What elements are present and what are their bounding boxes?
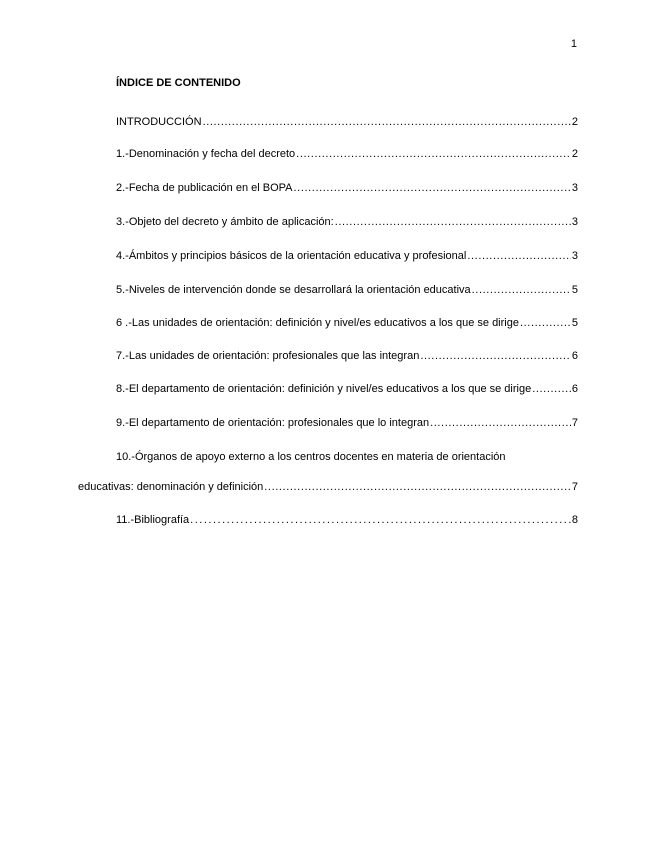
dot-leader — [294, 181, 571, 195]
toc-entry-3[interactable] — [116, 215, 578, 229]
toc-entry-label: 5.-Niveles de intervención donde se desarrollará la orientación educativa — [116, 284, 471, 296]
toc-title: ÍNDICE DE CONTENIDO — [116, 77, 241, 89]
toc-entry-2[interactable] — [116, 181, 578, 195]
dot-leader — [420, 349, 571, 363]
toc-entry-label: 3.-Objeto del decreto y ámbito de aplicación: — [116, 216, 334, 228]
dot-leader — [430, 416, 571, 430]
toc-entry-label: 6 .-Las unidades de orientación: definición y nivel/es educativos a los que se dirige — [116, 317, 519, 329]
toc-entry-7[interactable] — [116, 349, 578, 363]
toc-entry-label: 11.-Bibliografía — [116, 514, 190, 526]
toc-entry-page: 6 — [571, 383, 578, 395]
dot-leader — [335, 215, 571, 229]
toc-entry-label: 8.-El departamento de orientación: definición y nivel/es educativos a los que se dirige — [116, 383, 532, 395]
dot-leader — [264, 480, 571, 494]
dot-leader — [532, 382, 571, 396]
toc-entry-11[interactable] — [116, 513, 578, 527]
toc-entry-label: 4.-Ámbitos y principios básicos de la orientación educativa y profesional — [116, 250, 467, 262]
toc-entry-introduccion[interactable] — [116, 115, 578, 129]
toc-entry-10-line2[interactable] — [78, 480, 578, 494]
toc-entry-5[interactable] — [116, 283, 578, 297]
toc-entry-9[interactable] — [116, 416, 578, 430]
page-number: 1 — [570, 38, 577, 50]
toc-entry-1[interactable] — [116, 147, 578, 161]
toc-entry-8[interactable] — [116, 382, 578, 396]
toc-entry-page: 3 — [571, 216, 578, 228]
toc-entry-label: 2.-Fecha de publicación en el BOPA — [116, 182, 293, 194]
dot-leader — [203, 115, 571, 129]
toc-entry-label: 7.-Las unidades de orientación: profesionales que las integran — [116, 350, 420, 362]
toc-entry-4[interactable] — [116, 249, 578, 263]
toc-entry-page: 3 — [571, 250, 578, 262]
toc-entry-page: 7 — [571, 481, 578, 493]
dot-leader — [190, 513, 571, 527]
dot-leader — [467, 249, 571, 263]
dot-leader — [520, 316, 571, 330]
toc-entry-page: 6 — [571, 350, 578, 362]
toc-entry-page: 2 — [571, 148, 578, 160]
toc-entry-label: 9.-El departamento de orientación: profesionales que lo integran — [116, 417, 430, 429]
toc-entry-page: 7 — [571, 417, 578, 429]
toc-entry-label-line1: 10.-Órganos de apoyo externo a los centros docentes en materia de orientación — [116, 451, 506, 463]
toc-entry-label: 1.-Denominación y fecha del decreto — [116, 148, 296, 160]
toc-entry-label-line2: educativas: denominación y definición — [78, 481, 264, 493]
toc-entry-page: 2 — [571, 116, 578, 128]
toc-entry-page: 5 — [571, 317, 578, 329]
toc-entry-page: 3 — [571, 182, 578, 194]
toc-entry-6[interactable] — [116, 316, 578, 330]
toc-entry-page: 5 — [571, 284, 578, 296]
dot-leader — [296, 147, 571, 161]
toc-entry-label: INTRODUCCIÓN — [116, 116, 202, 128]
dot-leader — [472, 283, 571, 297]
toc-entry-page: 8 — [571, 514, 578, 526]
